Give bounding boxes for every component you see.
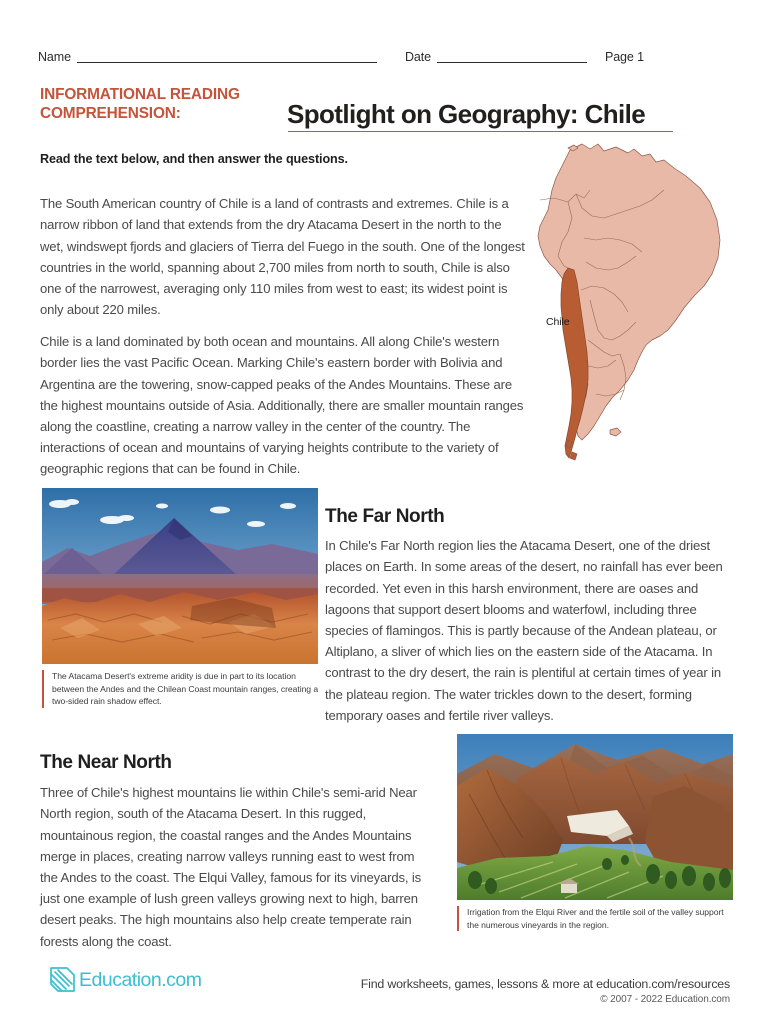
- intro-paragraph-2: Chile is a land dominated by both ocean and mountains. All along Chile's western border lies the vast Pacific Ocean. Marking Chile's eastern border with Bolivia and Argentina are the towering, snow-capped peaks of the Andes Mountains. These are the highest mountains outside of Asia. Additionally, there are smaller mountain ranges along the coastline, creating a narrow valley in the center of the country. The interactions of ocean and mountains of varying heights contribute to the variety of geographic regions that can be found in Chile.: [40, 334, 524, 477]
- elqui-photo-caption: Irrigation from the Elqui River and the fertile soil of the valley support the numerous vineyards in the region.: [457, 906, 735, 931]
- education-com-logo[interactable]: [47, 963, 202, 997]
- date-label: Date: [404, 50, 431, 64]
- section-heading-far-north: The Far North: [325, 505, 445, 527]
- intro-paragraph-1: The South American country of Chile is a land of contrasts and extremes. Chile is a narrow ribbon of land that extends from the dry Atacama Desert in the north to the wet, windswept fjords and glaciers of Tierra del Fuego in the south. One of the longest countries in the world, spanning about 2,700 miles from north to south, Chile is also one of the narrowest, averaging only 110 miles from west to east; its widest point is only about 220 miles.: [40, 196, 525, 318]
- page-title: Spotlight on Geography: Chile: [287, 99, 646, 130]
- book-logo-icon: [47, 963, 77, 997]
- date-input-line[interactable]: [437, 52, 587, 63]
- south-america-map: [524, 140, 736, 465]
- page-number: Page 1: [604, 50, 644, 64]
- elqui-valley-photo: [457, 734, 733, 900]
- instruction-text: Read the text below, and then answer the questions.: [40, 152, 348, 166]
- section-body-far-north: In Chile's Far North region lies the Atacama Desert, one of the driest places on Earth. In some areas of the desert, no rainfall has ever been recorded. Yet even in this harsh environment, there are oases and lagoons that support desert blooms and waterfowl, including three species of flamingos. This is partly because of the Andean plateau, or Altiplano, a sliver of which lies on the eastern side of the Atacama. In contrast to the dry desert, the rain is plentiful at certain times of year in the plateau region. The water trickles down to the desert, forming temporary oases and fertile river valleys.: [325, 538, 723, 723]
- name-label: Name: [38, 50, 71, 64]
- atacama-desert-photo: [42, 488, 318, 664]
- title-divider: [288, 131, 673, 132]
- footer-copyright: © 2007 - 2022 Education.com: [600, 994, 730, 1005]
- name-input-line[interactable]: [77, 52, 377, 63]
- worksheet-kicker: INFORMATIONAL READING COMPREHENSION:: [40, 86, 240, 122]
- section-body-near-north: Three of Chile's highest mountains lie within Chile's semi-arid Near North region, south of the Atacama Desert. In this rugged, mountainous region, the coastal ranges and the Andes Mountains merge in places, creating narrow valleys running east to west from the Andes to the coast. The Elqui Valley, famous for its vineyards, is just one example of lush green valleys growing next to high, barren desert peaks. The high mountains also help create temperate rain forests along the coast.: [40, 785, 422, 949]
- section-heading-near-north: The Near North: [40, 751, 172, 773]
- student-info-row: [38, 42, 730, 64]
- atacama-photo-caption: The Atacama Desert's extreme aridity is due in part to its location between the Andes and the Chilean Coast mountain ranges, creating a two-sided rain shadow effect.: [42, 670, 320, 708]
- map-country-label: Chile: [546, 316, 570, 328]
- logo-wordmark: Education.com: [79, 968, 202, 991]
- footer-tagline: Find worksheets, games, lessons & more at education.com/resources: [360, 977, 730, 991]
